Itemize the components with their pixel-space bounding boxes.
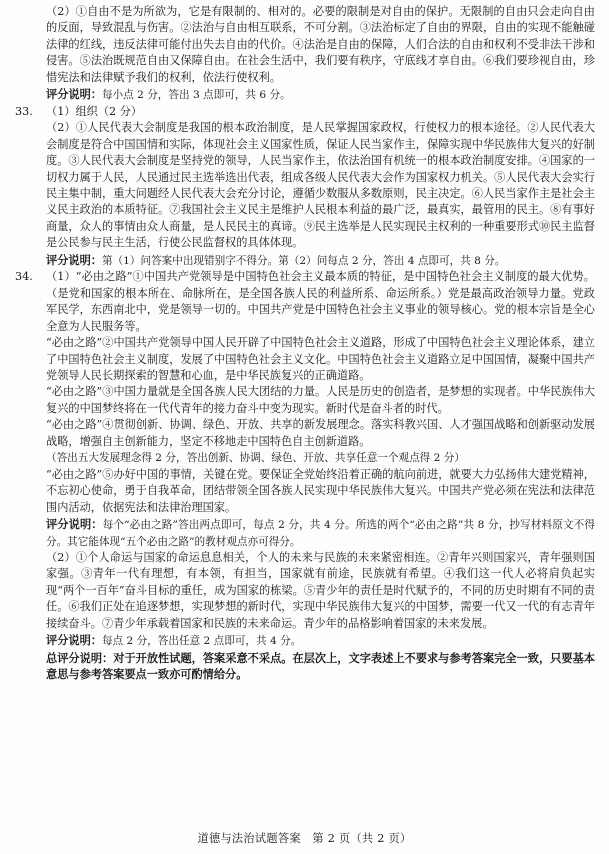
q34-scoring-label-2: 评分说明：	[46, 633, 102, 648]
q33-number: 33.	[15, 104, 33, 118]
question-33	[15, 104, 595, 270]
q34-scoring-label-1: 评分说明：	[46, 517, 103, 532]
q34-scoring-text-1: 每个“必由之路”答出两点即可，每点 2 分，共 4 分。所选的两个“必由之路”共 8 分，抄写材料原文不得分。其它能体现“五个必由之路”的教材观点亦可得分。	[46, 519, 595, 548]
q33-scoring-label: 评分说明：	[46, 252, 102, 267]
general-scoring-note: 总评分说明：对于开放性试题，答案采意不采点。在层次上，文字表述上不要求与参考答案完全一致，只要基本意思与参考答案要点一致亦可酌情给分。	[46, 650, 595, 682]
q34-answer-part2: （2）①个人命运与国家的命运息息相关，个人的未来与民族的未来紧密相连。②青年兴则国家兴，青年强则国家强。③青年一代有理想，有本领，有担当，国家就有前途，民族就有希望。④我们这一代人必将肩负起实现“两个一百年”奋斗目标的重任，成为国家的栋梁。⑤青少年的责任是时代赋予的，不同的历史时期有不同的责任。⑥我们正处在追逐梦想，实现梦想的新时代，实现中华民族伟大复兴的中国梦，需要一代又一代的有志青年接续奋斗。⑦青少年承载着国家和民族的未来命运。青少年的品格影响着国家的未来发展。	[46, 550, 595, 630]
q32-scoring-note	[38, 86, 595, 103]
q33-scoring-note	[38, 252, 595, 269]
q33-answer-part2: （2）①人民代表大会制度是我国的根本政治制度，是人民掌握国家政权，行使权力的根本途径。②人民代表大会制度是符合中国国情和实际，体现社会主义国家性质，保证人民当家作主，保障实现中华民族伟大复兴的好制度。③人民代表大会制度是坚持党的领导，人民当家作主，依法治国有机统一的根本政治制度安排。④国家的一切权力属于人民，人民通过民主选举选出代表，组成各级人民代表大会作为国家权力机关。⑤人民代表大会实行民主集中制，重大问题经人民代表大会充分讨论，遵循少数服从多数原则，民主决定。⑥人民当家作主是社会主义民主政治的本质特征。⑦我国社会主义民主是维护人民根本利益的最广泛，最真实，最管用的民主。⑧有事好商量，众人的事情由众人商量，是人民民主的真谛。⑨民主选举是人民实现民主权利的一种重要形式⑩民主监督是公民参与民主生活，行使公民监督权的具体体现。	[46, 121, 595, 250]
q34-road-5: “必由之路”⑤办好中国的事情，关键在党。要保证全党始终沿着正确的航向前进，就要大力弘扬伟大建党精神，不忘初心使命，勇于自我革命，团结带领全国各族人民实现中华民族伟大复兴。中国共产党必须在宪法和法律范围内活动，依据宪法和法律治理国家。	[46, 467, 595, 514]
question-32-continued	[38, 4, 595, 104]
page-footer: 道德与法治试题答案 第 2 页（共 2 页）	[197, 832, 412, 845]
q34-road-3: “必由之路”③中国力量就是全国各族人民大团结的力量。人民是历史的创造者，是梦想的实现者。中华民族伟大复兴的中国梦终将在一代代青年的接力奋斗中变为现实。新时代是奋斗者的时代。	[46, 385, 595, 415]
q34-road-4: “必由之路”④贯彻创新、协调、绿色、开放、共享的新发展理念。落实科教兴国、人才强国战略和创新驱动发展战略，增强自主创新能力，坚定不移地走中国特色自主创新道路。	[46, 418, 595, 448]
question-34	[15, 269, 595, 649]
q34-answer-part1: （1）“必由之路”①中国共产党领导是中国特色社会主义最本质的特征，是中国特色社会主义制度的最大优势。（是党和国家的根本所在、命脉所在，是全国各族人民的利益所系、命运所系。）党是最高政治领导力量。党政军民学，东西南北中，党是领导一切的。中国共产党是中国特色社会主义事业的领导核心。党的根本宗旨是全心全意为人民服务等。	[46, 270, 595, 333]
q34-road-2: “必由之路”②中国共产党领导中国人民开辟了中国特色社会主义道路，形成了中国特色社会主义理论体系，建立了中国特色社会主义制度，发展了中国特色社会主义文化。中国特色社会主义道路立足中国国情，凝聚中国共产党领导人民长期探索的智慧和心血，是中华民族复兴的正确道路。	[46, 336, 595, 382]
q34-scoring-note-1	[38, 516, 595, 550]
q34-number: 34.	[15, 270, 33, 284]
q32-answer-part2: （2）①自由不是为所欲为，它是有限制的、相对的。必要的限制是对自由的保护。无限制的自由只会走向自由的反面，导致混乱与伤害。②法治与自由相互联系，不可分割。③法治标定了自由的界限，自由的实现不能触碰法律的红线，违反法律可能付出失去自由的代价。④法治是自由的保障，人们合法的自由和权利不受非法干涉和侵害。⑤法治既规范自由又保障自由。在社会生活中，我们要有秩序，守底线才享自由。⑥我们要珍视自由，珍惜宪法和法律赋予我们的权利，依法行使权利。	[46, 5, 595, 84]
q34-road-4-note: （答出五大发展理念得 2 分，答出创新、协调、绿色、开放、共享任意一个观点得 2 分）	[46, 452, 465, 465]
q34-scoring-note-2	[38, 632, 595, 649]
q32-scoring-label: 评分说明：	[46, 87, 102, 102]
q33-scoring-text: 第（1）问答案中出现错别字不得分。第（2）问每点 2 分，答出 4 点即可，共 8 分。	[101, 254, 506, 267]
q32-scoring-text: 每小点 2 分，答出 3 点即可，共 6 分。	[101, 89, 291, 102]
q33-answer-part1: （1）组织（2 分）	[46, 104, 143, 118]
q34-scoring-text-2: 每点 2 分，答出任意 2 点即可，共 4 分。	[101, 635, 302, 648]
